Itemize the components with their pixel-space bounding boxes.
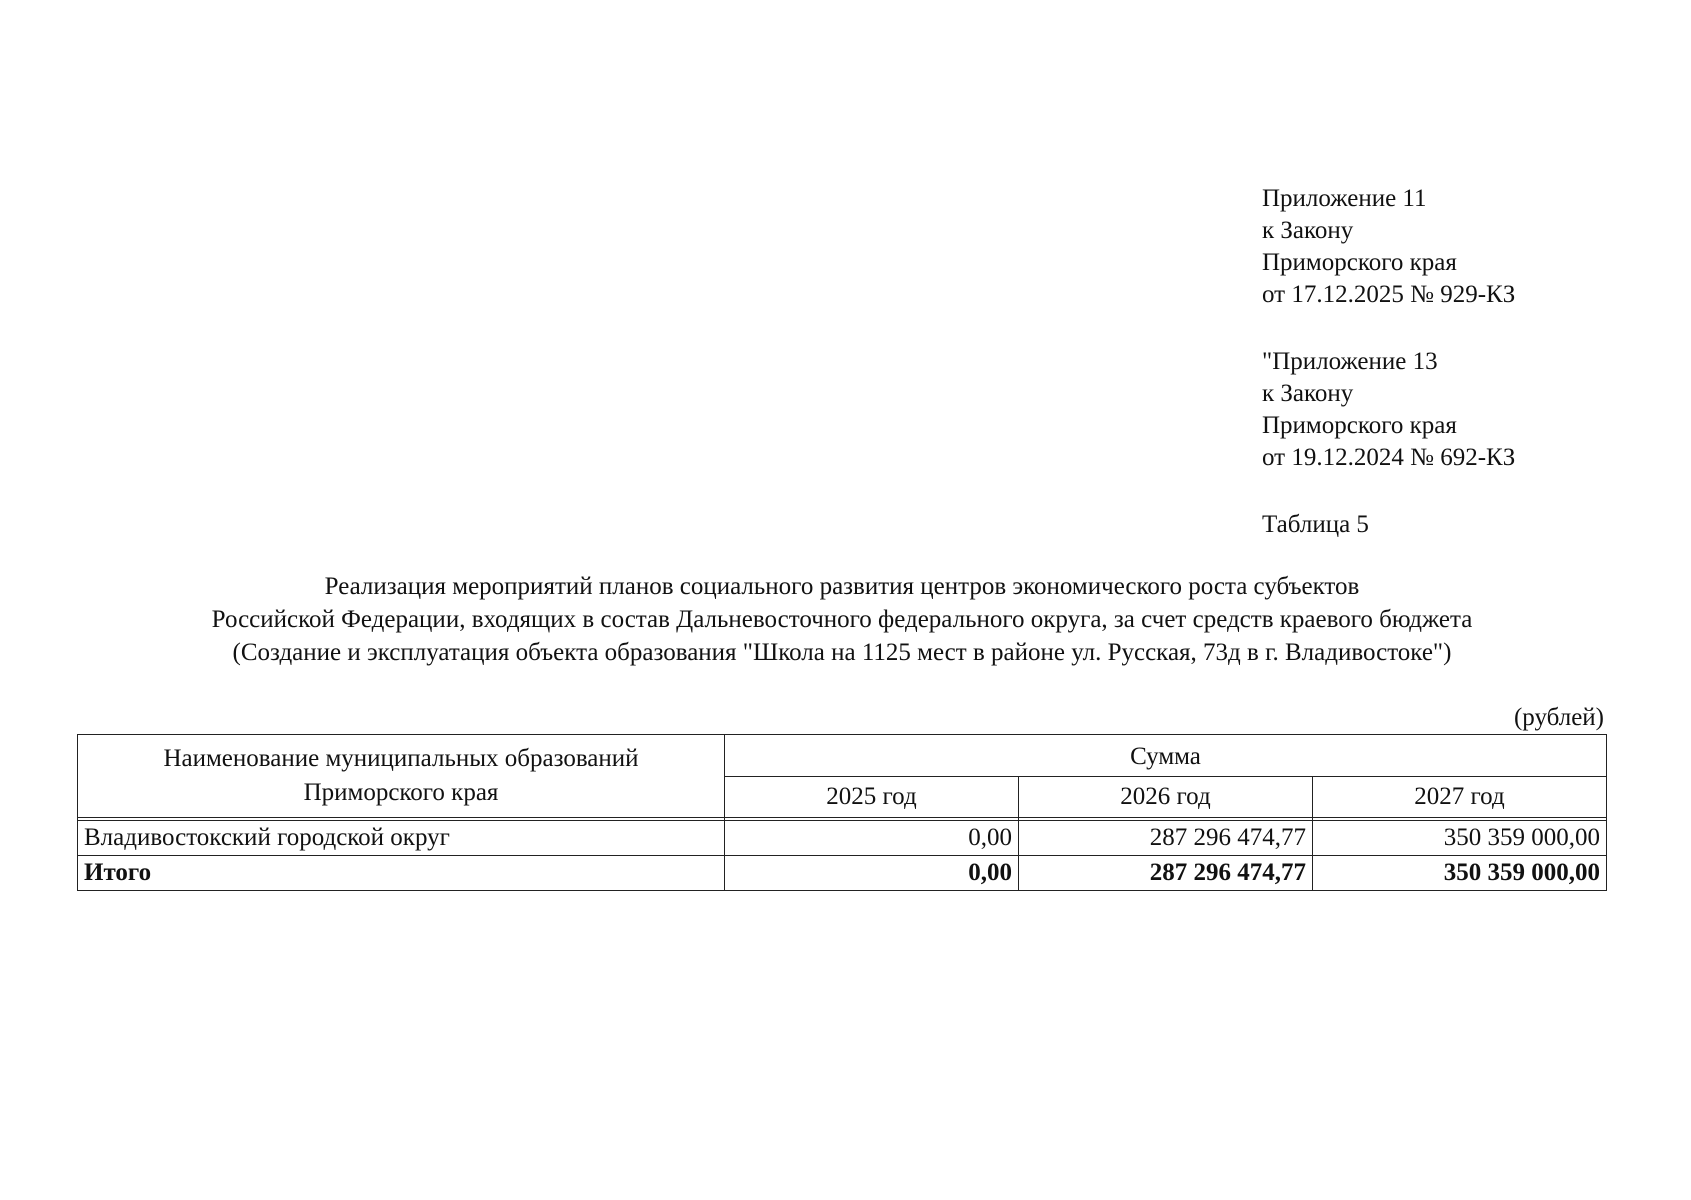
appendix-11-line4: от 17.12.2025 № 929-КЗ <box>1262 281 1516 308</box>
municipality-header-line1: Наименование муниципальных образований <box>163 745 639 772</box>
appendix-11-line1: Приложение 11 <box>1262 185 1427 212</box>
row-value-2026: 287 296 474,77 <box>1019 821 1313 856</box>
table-number-label: Таблица 5 <box>1262 511 1369 538</box>
total-value-2027: 350 359 000,00 <box>1313 856 1607 891</box>
sum-column-header: Сумма <box>725 735 1607 777</box>
year-header-2025: 2025 год <box>725 777 1019 818</box>
appendix-11-line3: Приморского края <box>1262 249 1457 276</box>
row-value-2025: 0,00 <box>725 821 1019 856</box>
budget-table <box>77 734 1607 891</box>
year-header-2026: 2026 год <box>1019 777 1313 818</box>
appendix-13-line3: Приморского края <box>1262 412 1457 439</box>
total-value-2025: 0,00 <box>725 856 1019 891</box>
appendix-13-reference <box>1262 346 1515 474</box>
total-label: Итого <box>78 856 725 891</box>
municipality-header-line2: Приморского края <box>303 779 499 806</box>
appendix-13-line1: "Приложение 13 <box>1262 348 1438 375</box>
title-line3: (Создание и эксплуатация объекта образования "Школа на 1125 мест в районе ул. Русская, 73д в г. Владивостоке") <box>232 639 1452 666</box>
year-header-2027: 2027 год <box>1313 777 1607 818</box>
total-row <box>78 856 1607 891</box>
title-line2: Российской Федерации, входящих в состав Дальневосточного федерального округа, за счет средств краевого бюджета <box>211 606 1473 633</box>
municipality-column-header <box>78 735 725 818</box>
table-row <box>78 821 1607 856</box>
units-label: (рублей) <box>1513 704 1604 731</box>
appendix-11-line2: к Закону <box>1262 217 1354 244</box>
appendix-11-reference <box>1262 183 1515 311</box>
total-value-2026: 287 296 474,77 <box>1019 856 1313 891</box>
appendix-13-line4: от 19.12.2024 № 692-КЗ <box>1262 444 1516 471</box>
title-line1: Реализация мероприятий планов социального развития центров экономического роста субъектов <box>324 573 1360 600</box>
row-value-2027: 350 359 000,00 <box>1313 821 1607 856</box>
row-municipality-name: Владивостокский городской округ <box>78 821 725 856</box>
table-number <box>1262 509 1369 541</box>
header-row-top <box>78 735 1607 777</box>
appendix-13-line2: к Закону <box>1262 380 1354 407</box>
document-title <box>77 570 1607 669</box>
